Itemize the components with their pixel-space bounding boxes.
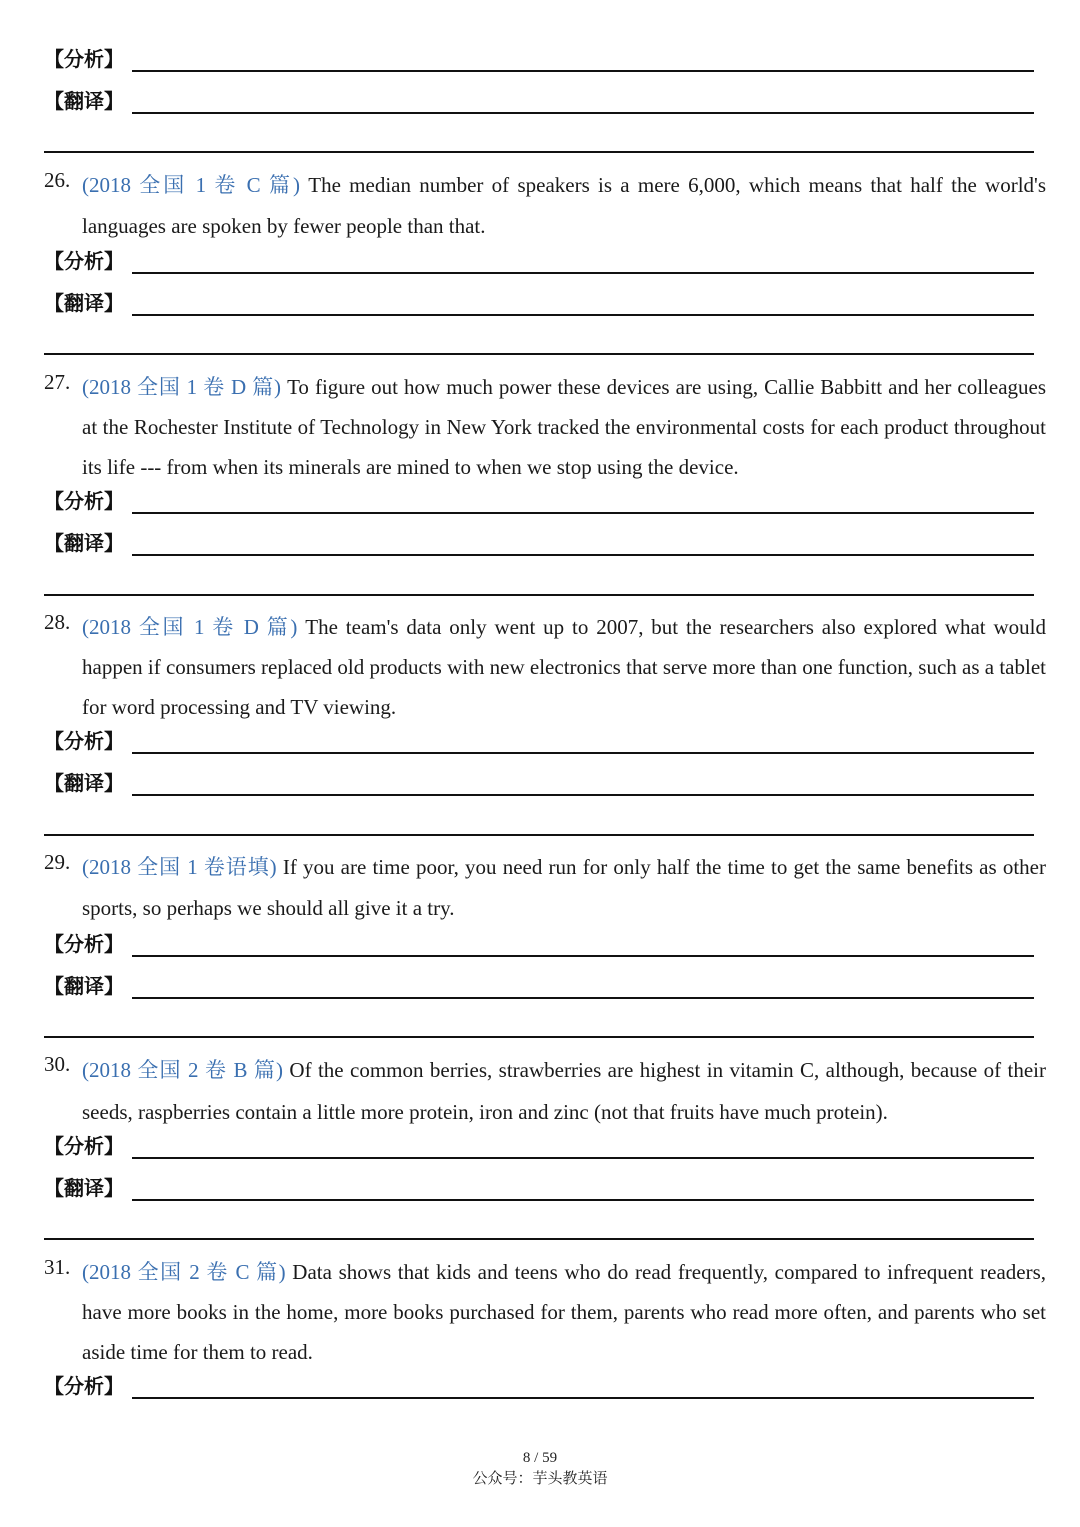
analysis-field [44, 1371, 1036, 1401]
translation-label: 【翻译】 [44, 531, 124, 555]
translation-blank-line [132, 794, 1034, 796]
analysis-field [44, 44, 1036, 74]
translation-extra-line [44, 594, 1034, 596]
question-source: (2018 全国 1 卷语填) [82, 855, 277, 879]
translation-extra-line [44, 1036, 1034, 1038]
translation-label: 【翻译】 [44, 974, 124, 998]
question-text: Of the common berries, strawberries are highest in vitamin C, although, because of their seeds, raspberries contain a little more protein, iron and zinc (not that fruits have much protein). [82, 1058, 1047, 1124]
question-sentence [82, 607, 1046, 727]
page-number: 8 / 59 [522, 1450, 558, 1466]
question-number: 26. [44, 168, 71, 192]
analysis-label: 【分析】 [44, 1134, 124, 1158]
question-sentence [82, 847, 1046, 929]
analysis-blank-line [132, 70, 1034, 72]
analysis-blank-line [132, 752, 1034, 754]
analysis-label: 【分析】 [44, 249, 124, 273]
translation-field [44, 288, 1036, 318]
question-item [44, 1252, 1046, 1372]
question-item [44, 1049, 1046, 1133]
analysis-blank-line [132, 1397, 1034, 1399]
question-item [44, 847, 1046, 929]
question-source: (2018 全国 1 卷 D 篇) [82, 375, 282, 399]
translation-label: 【翻译】 [44, 1176, 124, 1200]
analysis-field [44, 1131, 1036, 1161]
question-source: (2018 全国 1 卷 C 篇) [82, 173, 300, 197]
analysis-field [44, 486, 1036, 516]
translation-extra-line [44, 1238, 1034, 1240]
translation-blank-line [132, 554, 1034, 556]
analysis-field [44, 246, 1036, 276]
translation-field [44, 971, 1036, 1001]
analysis-blank-line [132, 512, 1034, 514]
question-item [44, 607, 1046, 727]
analysis-blank-line [132, 955, 1034, 957]
question-number: 30. [44, 1052, 71, 1076]
translation-blank-line [132, 1199, 1034, 1201]
translation-field [44, 86, 1036, 116]
analysis-field [44, 929, 1036, 959]
analysis-field [44, 726, 1036, 756]
question-number: 29. [44, 850, 71, 874]
translation-label: 【翻译】 [44, 89, 124, 113]
translation-blank-line [132, 112, 1034, 114]
translation-label: 【翻译】 [44, 291, 124, 315]
analysis-label: 【分析】 [44, 932, 124, 956]
question-number: 31. [44, 1255, 71, 1279]
analysis-blank-line [132, 1157, 1034, 1159]
analysis-label: 【分析】 [44, 489, 124, 513]
question-text: Data shows that kids and teens who do read frequently, compared to infrequent readers, have more books in the home, more books purchased for them, parents who read more often, and parents who set aside time for them to read. [82, 1260, 1047, 1364]
translation-extra-line [44, 151, 1034, 153]
translation-field [44, 528, 1036, 558]
analysis-label: 【分析】 [44, 729, 124, 753]
question-text: To figure out how much power these devices are using, Callie Babbitt and her colleagues at the Rochester Institute of Technology in New York tracked the environmental costs for each product throughout its life --- from when its minerals are mined to when we stop using the device. [82, 375, 1047, 479]
question-item [44, 367, 1046, 487]
question-number: 28. [44, 610, 71, 634]
question-source: (2018 全国 1 卷 D 篇) [82, 615, 298, 639]
footer-account: 公众号：芋头教英语 [472, 1469, 608, 1487]
translation-field [44, 1173, 1036, 1203]
question-source: (2018 全国 2 卷 C 篇) [82, 1260, 286, 1284]
translation-extra-line [44, 834, 1034, 836]
question-sentence [82, 1252, 1046, 1372]
question-number: 27. [44, 370, 71, 394]
translation-label: 【翻译】 [44, 771, 124, 795]
translation-blank-line [132, 314, 1034, 316]
analysis-blank-line [132, 272, 1034, 274]
translation-field [44, 768, 1036, 798]
question-text: The median number of speakers is a mere 6,000, which means that half the world's languages are spoken by fewer people than that. [82, 173, 1046, 238]
analysis-label: 【分析】 [44, 47, 124, 71]
question-source: (2018 全国 2 卷 B 篇) [82, 1058, 284, 1082]
question-sentence [82, 367, 1046, 487]
question-text: If you are time poor, you need run for only half the time to get the same benefits as other sports, so perhaps we should all give it a try. [82, 855, 1046, 920]
translation-blank-line [132, 997, 1034, 999]
analysis-label: 【分析】 [44, 1374, 124, 1398]
question-text: The team's data only went up to 2007, but the researchers also explored what would happen if consumers replaced old products with new electronics that serve more than one function, such as a tablet for word processing and TV viewing. [82, 615, 1047, 719]
question-sentence [82, 1049, 1046, 1133]
translation-extra-line [44, 353, 1034, 355]
question-item [44, 165, 1046, 247]
question-sentence [82, 165, 1046, 247]
